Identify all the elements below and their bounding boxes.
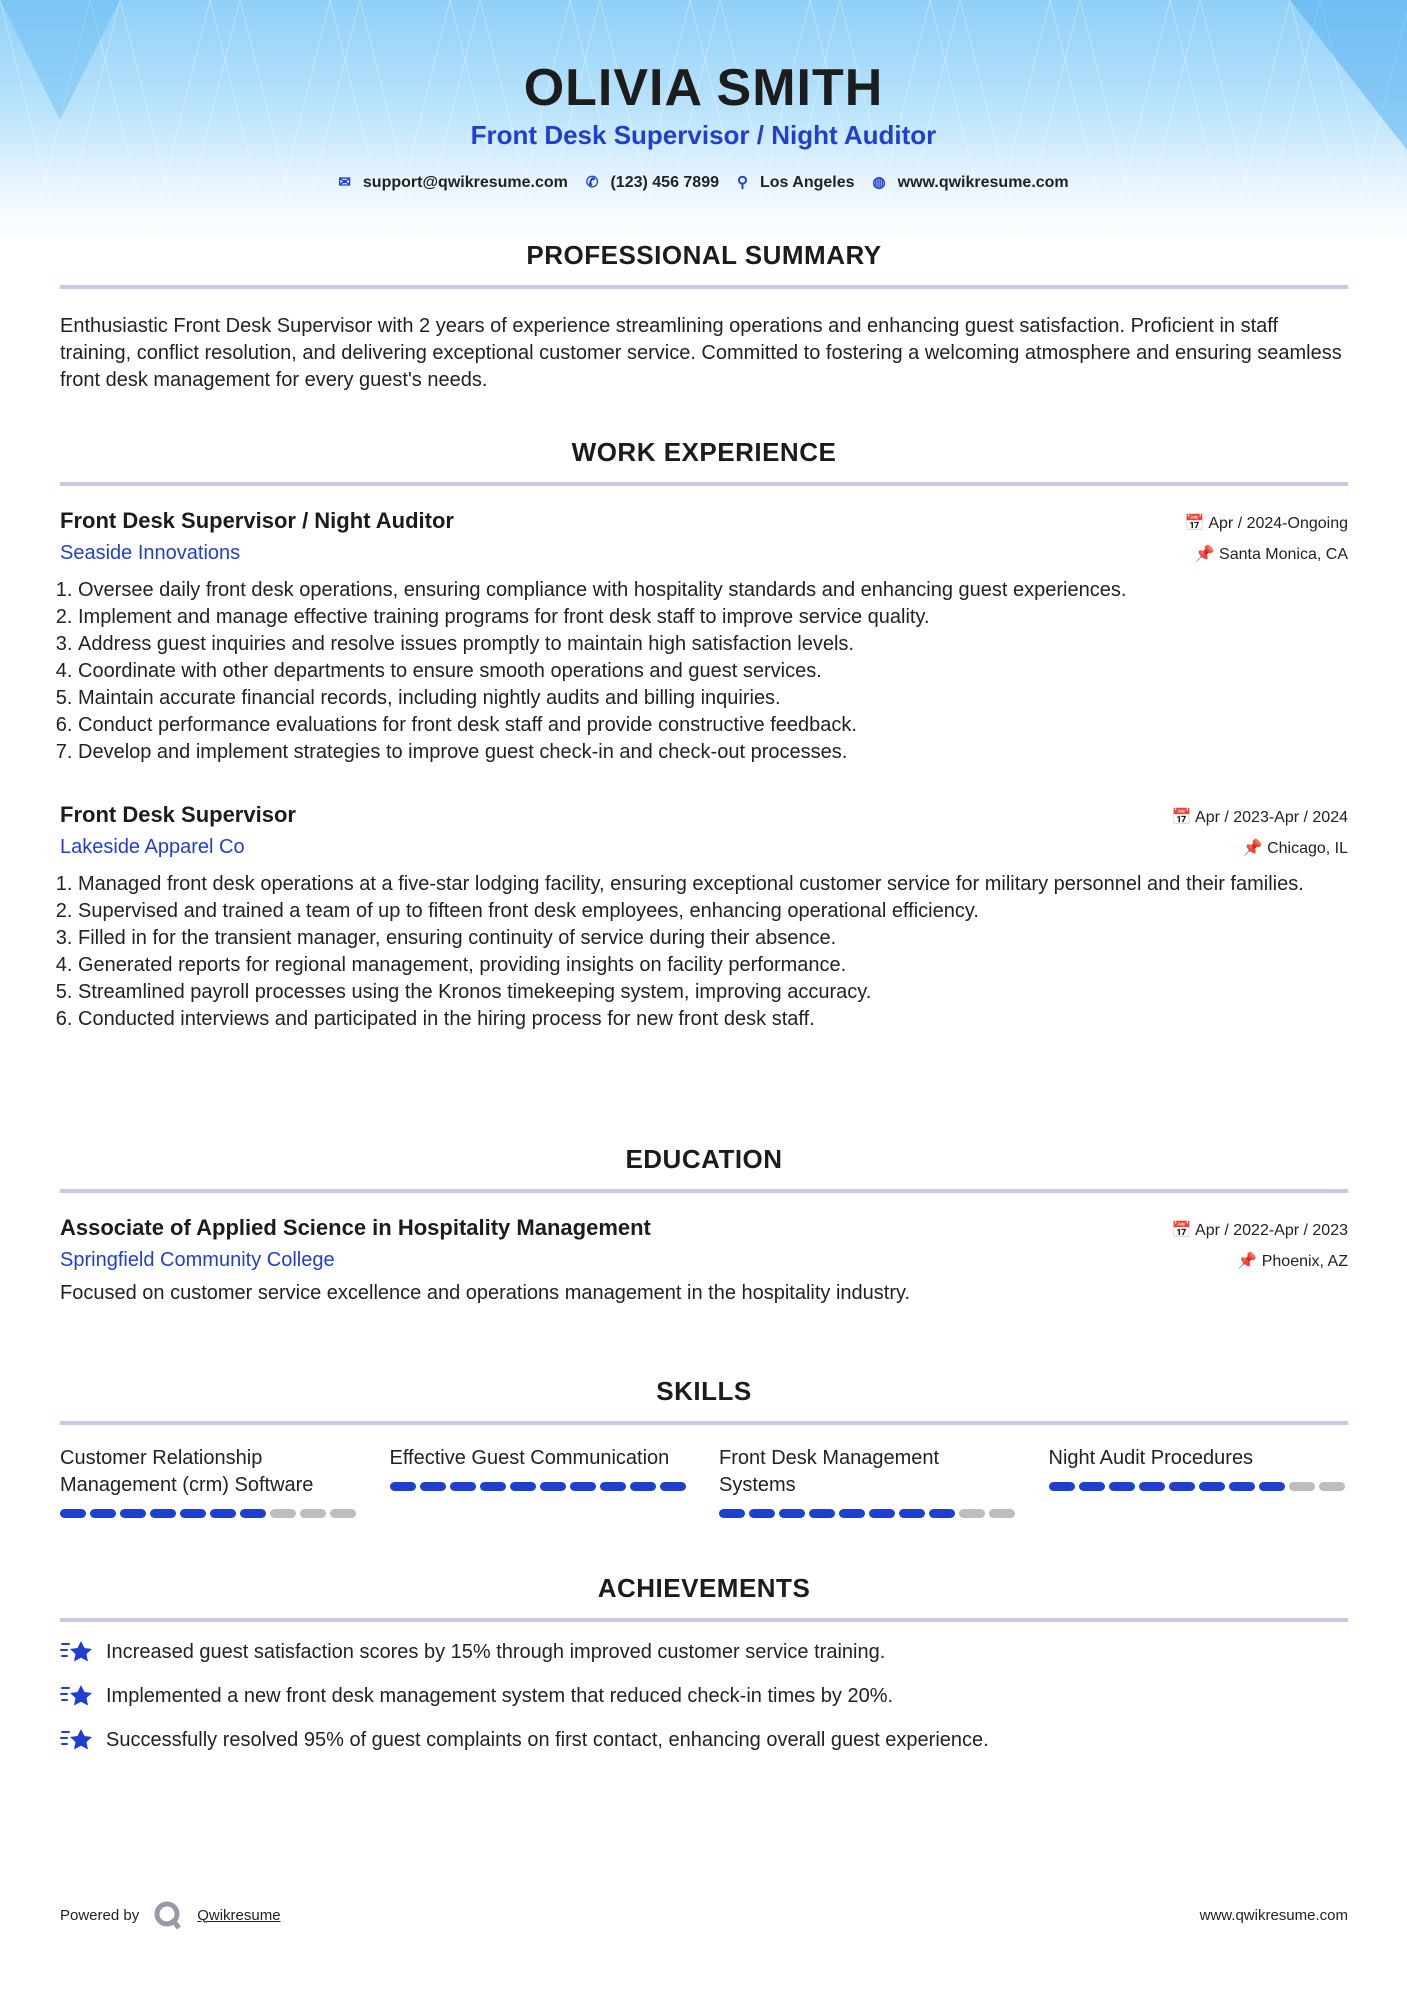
section-heading: ACHIEVEMENTS	[597, 1573, 811, 1603]
rating-segment	[719, 1509, 745, 1518]
achievement-item	[60, 1726, 1348, 1754]
rating-segment	[839, 1509, 865, 1518]
skill-rating-bar	[719, 1509, 1019, 1518]
skill-item	[390, 1445, 690, 1518]
email-text: support@qwikresume.com	[362, 174, 568, 191]
rating-segment	[929, 1509, 955, 1518]
rating-segment	[1049, 1482, 1075, 1491]
skill-item	[719, 1445, 1019, 1518]
rating-segment	[180, 1509, 206, 1518]
skill-rating-bar	[1049, 1482, 1349, 1491]
job-bullets	[60, 577, 1348, 766]
pin-icon: 📌	[1194, 546, 1220, 563]
job-entry	[60, 508, 1348, 766]
rating-segment	[1199, 1482, 1225, 1491]
candidate-title: Front Desk Supervisor / Night Auditor	[470, 120, 937, 150]
achievement-item	[60, 1682, 1348, 1710]
rating-segment	[1109, 1482, 1135, 1491]
pin-icon: 📌	[1242, 840, 1268, 857]
company-name: Seaside Innovations	[60, 542, 241, 564]
rating-segment	[660, 1482, 686, 1491]
contact-email[interactable]	[338, 173, 568, 192]
rating-segment	[420, 1482, 446, 1491]
education-date: 📅 Apr / 2022-Apr / 2023	[1171, 1222, 1348, 1239]
rating-segment	[480, 1482, 506, 1491]
globe-icon: ◍	[872, 174, 886, 191]
calendar-icon: 📅	[1184, 515, 1209, 532]
degree-title: Associate of Applied Science in Hospitality Management	[60, 1215, 651, 1240]
section-heading: EDUCATION	[625, 1144, 783, 1174]
contact-bar	[0, 173, 1407, 192]
rating-segment	[240, 1509, 266, 1518]
job-entry	[60, 802, 1348, 1033]
section-divider	[60, 482, 1348, 486]
rating-segment	[989, 1509, 1015, 1518]
job-bullets	[60, 871, 1348, 1033]
star-icon	[60, 1682, 94, 1710]
skill-rating-bar	[390, 1482, 690, 1491]
phone-text: (123) 456 7899	[610, 174, 719, 191]
education-location: 📌 Phoenix, AZ	[1237, 1253, 1348, 1270]
website-text: www.qwikresume.com	[897, 174, 1069, 191]
bullet-item: 5. Maintain accurate financial records, including nightly audits and billing inquiries.	[78, 685, 1348, 712]
skill-rating-bar	[60, 1509, 360, 1518]
rating-segment	[510, 1482, 536, 1491]
skills-section	[60, 1376, 1348, 1518]
work-section	[60, 437, 1348, 1033]
company-name: Lakeside Apparel Co	[60, 836, 245, 858]
section-divider	[60, 1618, 1348, 1622]
star-icon	[60, 1638, 94, 1666]
summary-text: Enthusiastic Front Desk Supervisor with 2 years of experience streamlining operations and enhancing guest satisfaction. Proficient in staff training, conflict resolution, and delivering exceptional customer service. Committed to fostering a welcoming atmosphere and ensuring seamless front desk management for every guest's needs.	[60, 315, 1342, 391]
qwikresume-link[interactable]: Qwikresume	[197, 1906, 281, 1924]
map-pin-icon: ⚲	[737, 174, 748, 191]
rating-segment	[300, 1509, 326, 1518]
section-divider	[60, 285, 1348, 289]
skill-label: Night Audit Procedures	[1048, 1447, 1254, 1469]
powered-by-label: Powered by	[60, 1906, 140, 1924]
calendar-icon: 📅	[1171, 809, 1196, 826]
bullet-item: 1. Managed front desk operations at a five-star lodging facility, ensuring exceptional customer service for military personnel and their families.	[78, 871, 1348, 898]
rating-segment	[540, 1482, 566, 1491]
contact-website[interactable]	[873, 173, 1069, 192]
achievement-text: Increased guest satisfaction scores by 15% through improved customer service training.	[106, 1640, 886, 1663]
bullet-item: 4. Coordinate with other departments to ensure smooth operations and guest services.	[78, 658, 1348, 685]
bullet-item: 1. Oversee daily front desk operations, ensuring compliance with hospitality standards and enhancing guest experiences.	[78, 577, 1348, 604]
job-location: 📌 Chicago, IL	[1242, 840, 1348, 857]
skill-label: Customer Relationship Management (crm) Software	[60, 1447, 314, 1496]
achievement-text: Implemented a new front desk management system that reduced check-in times by 20%.	[106, 1684, 894, 1707]
rating-segment	[330, 1509, 356, 1518]
achievements-section	[60, 1573, 1348, 1754]
job-date: 📅 Apr / 2024-Ongoing	[1184, 515, 1348, 532]
rating-segment	[1259, 1482, 1285, 1491]
rating-segment	[959, 1509, 985, 1518]
rating-segment	[1139, 1482, 1165, 1491]
bullet-item: 6. Conduct performance evaluations for front desk staff and provide constructive feedback.	[78, 712, 1348, 739]
footer-url[interactable]: www.qwikresume.com	[1199, 1906, 1348, 1924]
rating-segment	[1319, 1482, 1345, 1491]
bullet-item: 5. Streamlined payroll processes using the Kronos timekeeping system, improving accuracy.	[78, 979, 1348, 1006]
contact-phone	[586, 173, 719, 192]
contact-location	[737, 173, 855, 192]
candidate-name: OLIVIA SMITH	[523, 59, 884, 117]
section-heading: WORK EXPERIENCE	[571, 437, 837, 467]
summary-section	[60, 240, 1348, 394]
education-description: Focused on customer service excellence and operations management in the hospitality industry.	[60, 1282, 911, 1304]
star-icon	[60, 1726, 94, 1754]
section-divider	[60, 1421, 1348, 1425]
rating-segment	[600, 1482, 626, 1491]
bullet-item: 2. Implement and manage effective training programs for front desk staff to improve service quality.	[78, 604, 1348, 631]
rating-segment	[90, 1509, 116, 1518]
rating-segment	[630, 1482, 656, 1491]
job-title: Front Desk Supervisor	[60, 802, 296, 827]
rating-segment	[210, 1509, 236, 1518]
bullet-item: 3. Filled in for the transient manager, ensuring continuity of service during their absence.	[78, 925, 1348, 952]
rating-segment	[270, 1509, 296, 1518]
footer	[60, 1900, 1348, 1930]
qwikresume-logo-icon	[153, 1900, 183, 1930]
job-date: 📅 Apr / 2023-Apr / 2024	[1171, 809, 1348, 826]
rating-segment	[60, 1509, 86, 1518]
bullet-item: 3. Address guest inquiries and resolve issues promptly to maintain high satisfaction levels.	[78, 631, 1348, 658]
envelope-icon: ✉	[338, 174, 351, 191]
rating-segment	[390, 1482, 416, 1491]
rating-segment	[150, 1509, 176, 1518]
skill-item	[60, 1445, 360, 1518]
rating-segment	[749, 1509, 775, 1518]
rating-segment	[899, 1509, 925, 1518]
job-location: 📌 Santa Monica, CA	[1194, 546, 1348, 563]
section-heading: PROFESSIONAL SUMMARY	[526, 240, 882, 270]
rating-segment	[809, 1509, 835, 1518]
skill-label: Front Desk Management Systems	[719, 1447, 940, 1496]
education-section	[60, 1144, 1348, 1307]
calendar-icon: 📅	[1171, 1222, 1196, 1239]
bullet-item: 7. Develop and implement strategies to improve guest check-in and check-out processes.	[78, 739, 1348, 766]
bullet-item: 2. Supervised and trained a team of up to fifteen front desk employees, enhancing operational efficiency.	[78, 898, 1348, 925]
rating-segment	[1079, 1482, 1105, 1491]
achievement-text: Successfully resolved 95% of guest complaints on first contact, enhancing overall guest experience.	[106, 1728, 989, 1751]
header-banner	[0, 0, 1407, 240]
rating-segment	[869, 1509, 895, 1518]
rating-segment	[1289, 1482, 1315, 1491]
job-title: Front Desk Supervisor / Night Auditor	[60, 508, 454, 533]
rating-segment	[1229, 1482, 1255, 1491]
location-text: Los Angeles	[760, 174, 855, 191]
rating-segment	[779, 1509, 805, 1518]
section-heading: SKILLS	[656, 1376, 752, 1406]
pin-icon: 📌	[1237, 1253, 1262, 1270]
skill-label: Effective Guest Communication	[389, 1447, 670, 1469]
section-divider	[60, 1189, 1348, 1193]
rating-segment	[570, 1482, 596, 1491]
phone-icon: ✆	[585, 174, 599, 191]
rating-segment	[1169, 1482, 1195, 1491]
rating-segment	[120, 1509, 146, 1518]
bullet-item: 4. Generated reports for regional management, providing insights on facility performance.	[78, 952, 1348, 979]
bullet-item: 6. Conducted interviews and participated in the hiring process for new front desk staff.	[78, 1006, 1348, 1033]
achievement-item	[60, 1638, 1348, 1666]
school-name: Springfield Community College	[60, 1249, 335, 1271]
skill-item	[1049, 1445, 1349, 1518]
rating-segment	[450, 1482, 476, 1491]
